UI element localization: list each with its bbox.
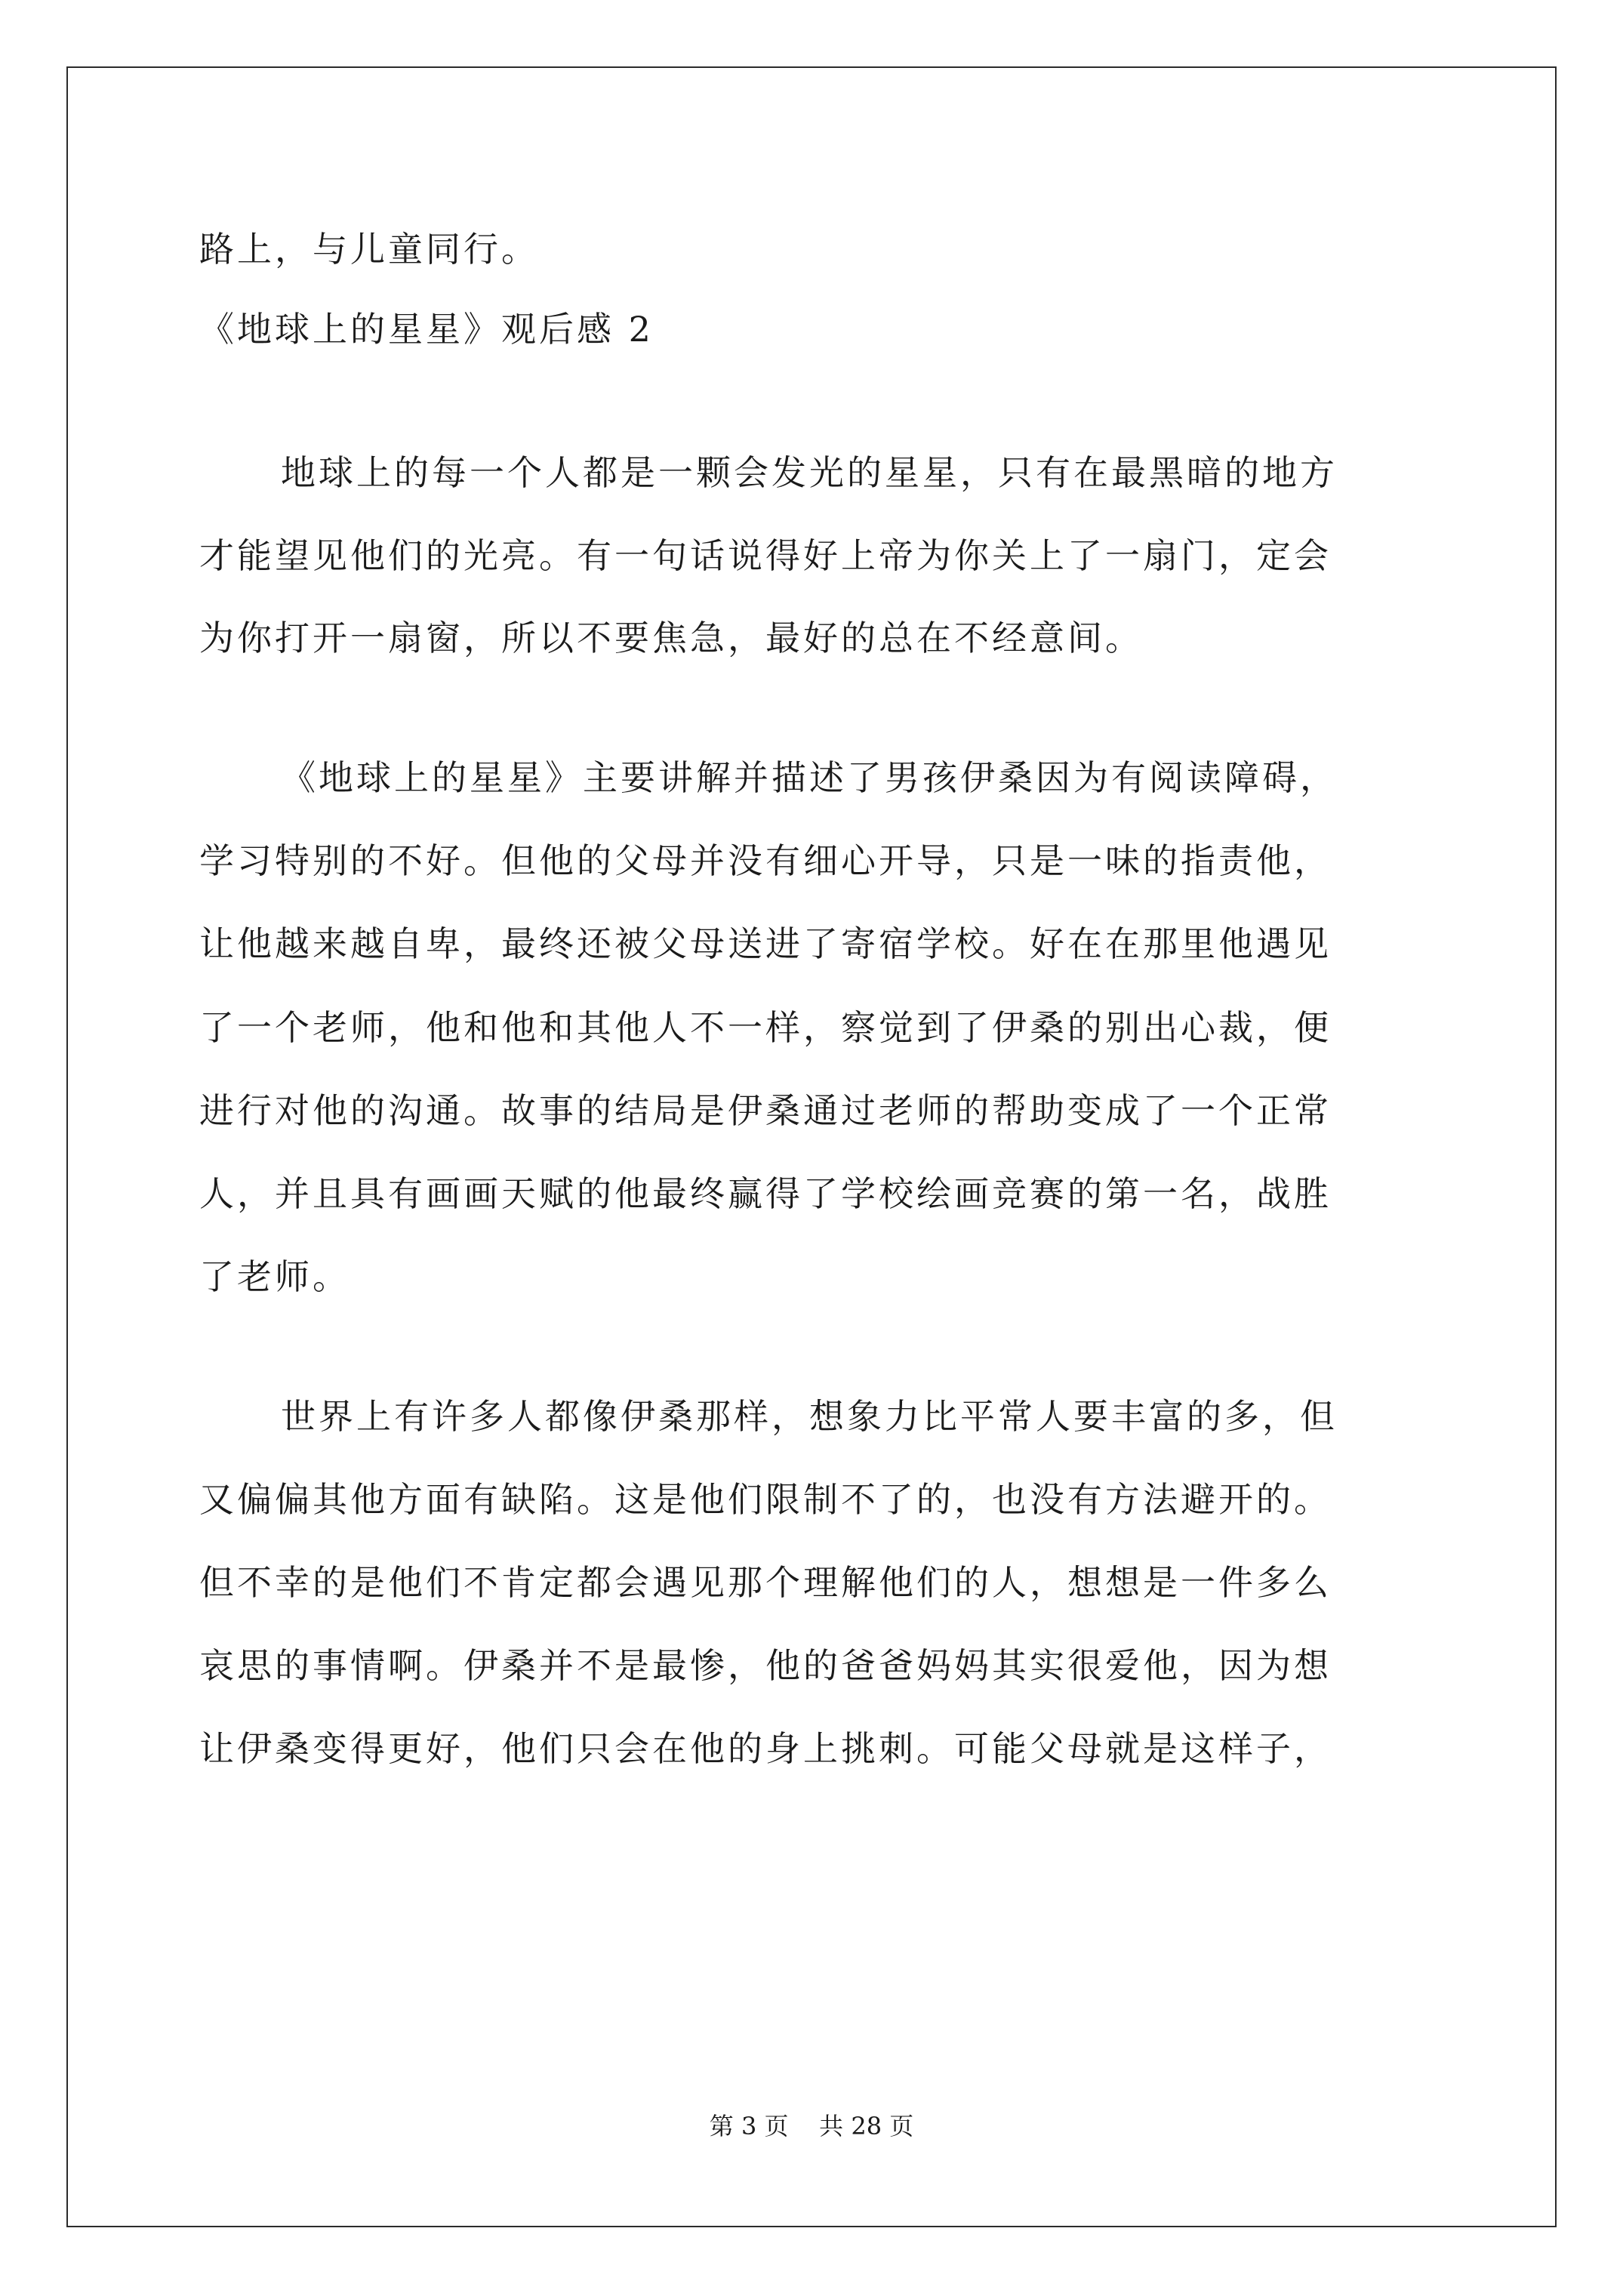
- text-line: 让伊桑变得更好，他们只会在他的身上挑刺。可能父母就是这样子，: [199, 1728, 1332, 1769]
- text-line: 人，并且具有画画天赋的他最终赢得了学校绘画竞赛的第一名，战胜: [199, 1173, 1332, 1214]
- text-line: 了一个老师，他和他和其他人不一样，察觉到了伊桑的别出心裁，便: [199, 1007, 1332, 1048]
- text-line: 哀思的事情啊。伊桑并不是最惨，他的爸爸妈妈其实很爱他，因为想: [199, 1645, 1332, 1686]
- text-line: 才能望见他们的光亮。有一句话说得好上帝为你关上了一扇门，定会: [199, 535, 1332, 576]
- page-number-footer: 第 3 页 共 28 页: [709, 2112, 914, 2140]
- text-line: 了老师。: [199, 1256, 350, 1297]
- section-title: 《地球上的星星》观后感 2: [199, 309, 654, 350]
- text-line: 《地球上的星星》主要讲解并描述了男孩伊桑因为有阅读障碍，: [281, 757, 1338, 798]
- text-line: 为你打开一扇窗，所以不要焦急，最好的总在不经意间。: [199, 618, 1143, 658]
- text-line: 世界上有许多人都像伊桑那样，想象力比平常人要丰富的多，但: [281, 1396, 1338, 1437]
- text-line: 进行对他的沟通。故事的结局是伊桑通过老师的帮助变成了一个正常: [199, 1090, 1332, 1131]
- page-border: [66, 66, 1557, 2227]
- text-line: 让他越来越自卑，最终还被父母送进了寄宿学校。好在在那里他遇见: [199, 923, 1332, 964]
- text-line: 地球上的每一个人都是一颗会发光的星星，只有在最黑暗的地方: [281, 452, 1338, 493]
- text-line: 学习特别的不好。但他的父母并没有细心开导，只是一味的指责他，: [199, 840, 1332, 881]
- text-line: 又偏偏其他方面有缺陷。这是他们限制不了的，也没有方法避开的。: [199, 1479, 1332, 1520]
- text-line: 但不幸的是他们不肯定都会遇见那个理解他们的人，想想是一件多么: [199, 1562, 1332, 1603]
- text-line: 路上，与儿童同行。: [199, 229, 539, 270]
